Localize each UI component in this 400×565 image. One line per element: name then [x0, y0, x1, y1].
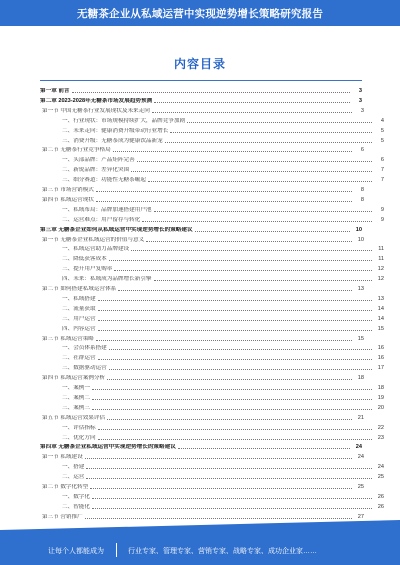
- toc-entry[interactable]: [40, 273, 384, 283]
- toc-entry-page: 11: [378, 256, 384, 263]
- toc-entry-page: 9: [380, 206, 384, 213]
- toc-dot-leader: [152, 111, 352, 113]
- toc-dot-leader: [85, 517, 352, 519]
- toc-entry-label: 第三节 市场营销模式: [42, 187, 94, 193]
- toc-dot-leader: [109, 348, 372, 350]
- toc-entry-page: 24: [377, 464, 384, 471]
- toc-entry-label: 三、消费升级：无糖茶成为健康饮品新宠: [62, 137, 163, 144]
- toc-entry[interactable]: [40, 432, 384, 442]
- toc-entry-page: 16: [377, 355, 384, 362]
- toc-entry-label: 第五节 私域运营效果评估: [42, 414, 106, 421]
- toc-entry-page: 4: [380, 117, 384, 124]
- toc-entry[interactable]: [40, 135, 384, 145]
- toc-entry[interactable]: [40, 263, 384, 273]
- toc-entry[interactable]: [40, 253, 384, 263]
- toc-dot-leader: [114, 269, 372, 271]
- toc-dot-leader: [98, 319, 372, 321]
- toc-dot-leader: [154, 101, 350, 103]
- toc-entry[interactable]: [40, 402, 384, 412]
- toc-entry-label: 第一章 前言: [40, 88, 70, 94]
- toc-entry-label: 一、会员体系搭建: [62, 345, 107, 352]
- toc-entry[interactable]: [40, 491, 384, 501]
- toc-entry-page: 27: [357, 513, 364, 520]
- toc-dot-leader: [195, 230, 350, 232]
- toc-dot-leader: [98, 438, 372, 440]
- table-of-contents: [40, 85, 384, 525]
- toc-entry-label: 第三节 营销推广: [42, 513, 83, 520]
- toc-entry-label: 第一节 私域建设: [42, 454, 83, 461]
- toc-entry-page: 16: [377, 345, 384, 352]
- toc-entry-label: 第二章 2023-2028年无糖茶市场发展趋势预测: [40, 97, 153, 104]
- toc-entry-page: 13: [357, 286, 364, 292]
- footer-slant-shape: [0, 520, 400, 530]
- report-title-banner: [0, 0, 400, 26]
- toc-entry[interactable]: [40, 154, 384, 164]
- toc-entry-page: 25: [377, 474, 384, 481]
- toc-entry-page: 3: [360, 107, 364, 114]
- toc-entry[interactable]: [40, 313, 384, 323]
- toc-dot-leader: [170, 131, 372, 133]
- toc-entry-label: 第二节 无糖茶行业竞争格局: [42, 147, 111, 154]
- toc-dot-leader: [98, 358, 372, 360]
- toc-entry[interactable]: [40, 441, 362, 451]
- toc-dot-leader: [96, 200, 352, 202]
- toc-entry-label: 一、头部品牌：产品矩阵完善: [62, 157, 135, 164]
- toc-dot-leader: [86, 467, 372, 469]
- toc-entry-page: 8: [360, 187, 364, 193]
- toc-entry[interactable]: [40, 412, 364, 422]
- toc-entry-label: 二、案例二: [62, 394, 90, 401]
- toc-divider: [40, 80, 362, 81]
- toc-entry[interactable]: [40, 164, 384, 174]
- report-title: 无糖茶企业从私域运营中实现逆势增长策略研究报告: [76, 7, 324, 20]
- toc-dot-leader: [118, 289, 352, 291]
- toc-entry-label: 四、内容运营: [62, 325, 96, 332]
- toc-entry-label: 第二节 数字化转型: [42, 484, 89, 490]
- toc-entry-label: 四、未来：私域成为品牌增长新引擎: [62, 276, 152, 283]
- toc-dot-leader: [146, 240, 352, 242]
- toc-entry[interactable]: [40, 382, 384, 392]
- toc-dot-leader: [131, 170, 372, 172]
- toc-entry-page: 5: [380, 137, 384, 144]
- toc-entry[interactable]: [40, 174, 384, 184]
- footer-slogan-left: 让每个人都能成为: [48, 548, 104, 555]
- toc-entry-page: 8: [360, 196, 364, 203]
- toc-entry[interactable]: [40, 293, 384, 303]
- toc-entry-page: 12: [377, 276, 384, 283]
- toc-entry-label: 一、私域运营助力品牌建设: [62, 246, 130, 253]
- toc-entry-label: 一、私域搭建: [62, 295, 96, 302]
- toc-entry-label: 一、案例一: [62, 385, 90, 391]
- footer-slogan-right: 行业专家、管理专家、营销专家、战略专家、成功企业家……: [128, 548, 317, 555]
- toc-entry[interactable]: [40, 471, 384, 481]
- toc-entry-page: 17: [377, 365, 384, 372]
- footer-separator: [116, 543, 117, 557]
- toc-entry-label: 第四节 私域运营案例分析: [42, 375, 106, 382]
- toc-entry-label: 二、优化方向: [62, 434, 96, 441]
- toc-entry-page: 5: [380, 127, 384, 134]
- toc-dot-leader: [92, 507, 372, 509]
- toc-dot-leader: [92, 408, 372, 410]
- toc-entry-page: 9: [380, 216, 384, 223]
- toc-dot-leader: [178, 447, 350, 449]
- toc-entry[interactable]: [40, 362, 384, 372]
- toc-entry-label: 二、运营: [62, 474, 85, 481]
- toc-heading: 内容目录: [173, 57, 226, 71]
- toc-entry-page: 15: [377, 325, 384, 332]
- toc-entry-label: 三、案例三: [62, 404, 90, 411]
- toc-entry-page: 6: [360, 147, 364, 154]
- toc-dot-leader: [107, 378, 352, 380]
- toc-entry-label: 三、数据驱动运营: [62, 365, 107, 372]
- toc-dot-leader: [142, 220, 372, 222]
- toc-dot-leader: [165, 141, 372, 143]
- toc-entry[interactable]: [40, 461, 384, 471]
- toc-entry-label: 第一节 中国无糖茶行业发展现状及未来走向: [42, 107, 150, 114]
- toc-dot-leader: [98, 329, 372, 331]
- toc-entry[interactable]: [40, 333, 364, 343]
- toc-entry-page: 7: [380, 167, 384, 174]
- toc-entry-page: 26: [377, 503, 384, 510]
- toc-entry[interactable]: [40, 115, 384, 125]
- toc-entry-page: 7: [380, 177, 384, 184]
- toc-entry-label: 第四节 私域运营现状: [42, 196, 94, 203]
- toc-dot-leader: [131, 249, 372, 251]
- toc-entry[interactable]: [40, 392, 384, 402]
- toc-dot-leader: [109, 259, 372, 261]
- toc-entry[interactable]: [40, 342, 384, 352]
- toc-entry-label: 二、新锐品牌：差异化突围: [62, 167, 130, 174]
- toc-dot-leader: [85, 457, 352, 459]
- toc-dot-leader: [98, 309, 372, 311]
- toc-entry[interactable]: [40, 194, 364, 204]
- toc-entry-label: 一、数字化: [62, 493, 90, 500]
- toc-entry-label: 二、运营难点：用户留存与转化: [62, 216, 141, 223]
- toc-entry-label: 第三节 私域运营策略: [42, 335, 94, 342]
- toc-entry[interactable]: [40, 303, 384, 313]
- toc-entry-label: 第三章 无糖茶企业如何从私域运营中实现逆势增长的策略建议: [40, 226, 193, 233]
- toc-entry[interactable]: [40, 125, 384, 135]
- toc-entry-page: 18: [377, 385, 384, 391]
- toc-entry-label: 三、用户运营: [62, 315, 96, 322]
- toc-entry-page: 26: [377, 493, 384, 500]
- toc-entry[interactable]: [40, 243, 384, 253]
- toc-dot-leader: [96, 339, 352, 341]
- toc-dot-leader: [154, 210, 372, 212]
- toc-entry-label: 二、降低获客成本: [62, 256, 107, 263]
- toc-entry-page: 21: [357, 414, 364, 421]
- toc-entry[interactable]: [40, 95, 362, 105]
- footer-banner: [0, 520, 400, 565]
- toc-dot-leader: [148, 180, 372, 182]
- toc-entry-label: 三、细分赛道：功能性无糖茶崛起: [62, 177, 146, 184]
- toc-entry-page: 23: [377, 434, 384, 441]
- toc-entry-page: 24: [357, 454, 364, 461]
- toc-entry-label: 一、搭建: [62, 464, 85, 471]
- toc-entry[interactable]: [40, 283, 364, 293]
- toc-entry-page: 10: [357, 236, 364, 243]
- toc-entry-page: 10: [355, 226, 362, 233]
- toc-dot-leader: [98, 428, 372, 430]
- toc-dot-leader: [154, 279, 372, 281]
- toc-entry-page: 15: [357, 335, 364, 342]
- toc-entry-label: 第一节 无糖茶企业私域运营的价值与意义: [42, 236, 145, 243]
- toc-entry-label: 二、流量获取: [62, 305, 96, 312]
- toc-entry-page: 3: [358, 88, 362, 94]
- toc-entry[interactable]: [40, 85, 362, 95]
- toc-entry-label: 一、私域布局：品牌加速搭建用户池: [62, 206, 152, 213]
- toc-entry[interactable]: [40, 501, 384, 511]
- toc-dot-leader: [96, 190, 352, 192]
- toc-entry[interactable]: [40, 234, 364, 244]
- toc-entry-label: 三、提升用户复购率: [62, 266, 113, 273]
- toc-entry[interactable]: [40, 204, 384, 214]
- toc-dot-leader: [107, 418, 352, 420]
- toc-entry[interactable]: [40, 144, 364, 154]
- toc-entry-page: 25: [357, 484, 364, 490]
- toc-dot-leader: [90, 487, 352, 489]
- toc-entry[interactable]: [40, 224, 362, 234]
- toc-entry-label: 第二节 如何搭建私域运营体系: [42, 286, 117, 292]
- toc-dot-leader: [86, 477, 372, 479]
- toc-entry-page: 11: [378, 246, 384, 253]
- toc-entry-label: 二、未来走向：健康消费升级带动行业增长: [62, 127, 169, 134]
- toc-entry[interactable]: [40, 323, 384, 333]
- toc-entry-page: 20: [377, 404, 384, 411]
- toc-entry[interactable]: [40, 451, 364, 461]
- toc-entry-page: 3: [358, 97, 362, 104]
- toc-entry-page: 6: [380, 157, 384, 164]
- toc-dot-leader: [72, 91, 350, 93]
- toc-entry-label: 一、行业现状：市场规模持续扩大，品牌竞争加剧: [62, 117, 186, 124]
- toc-entry-page: 14: [377, 315, 384, 322]
- toc-entry[interactable]: [40, 481, 364, 491]
- toc-dot-leader: [92, 398, 372, 400]
- toc-entry-label: 二、智能化: [62, 503, 90, 510]
- toc-entry-page: 19: [377, 394, 384, 401]
- toc-entry-page: 24: [355, 444, 362, 451]
- toc-entry[interactable]: [40, 184, 364, 194]
- toc-dot-leader: [137, 160, 372, 162]
- toc-entry-page: 13: [377, 295, 384, 302]
- toc-entry[interactable]: [40, 214, 384, 224]
- toc-entry-label: 第四章 无糖茶企业私域运营中实现逆势增长的策略建议: [40, 444, 176, 451]
- toc-entry[interactable]: [40, 105, 364, 115]
- toc-dot-leader: [92, 388, 372, 390]
- toc-entry-page: 14: [377, 305, 384, 312]
- toc-entry[interactable]: [40, 352, 384, 362]
- toc-dot-leader: [109, 368, 372, 370]
- toc-dot-leader: [92, 497, 372, 499]
- toc-dot-leader: [187, 121, 372, 123]
- toc-entry-page: 18: [357, 375, 364, 382]
- toc-entry[interactable]: [40, 422, 384, 432]
- toc-dot-leader: [98, 299, 372, 301]
- toc-dot-leader: [113, 150, 352, 152]
- toc-entry-label: 二、社群运营: [62, 355, 96, 362]
- toc-entry-label: 一、评估指标: [62, 424, 96, 431]
- toc-entry-page: 22: [377, 424, 384, 431]
- toc-entry-page: 12: [377, 266, 384, 273]
- toc-entry[interactable]: [40, 372, 364, 382]
